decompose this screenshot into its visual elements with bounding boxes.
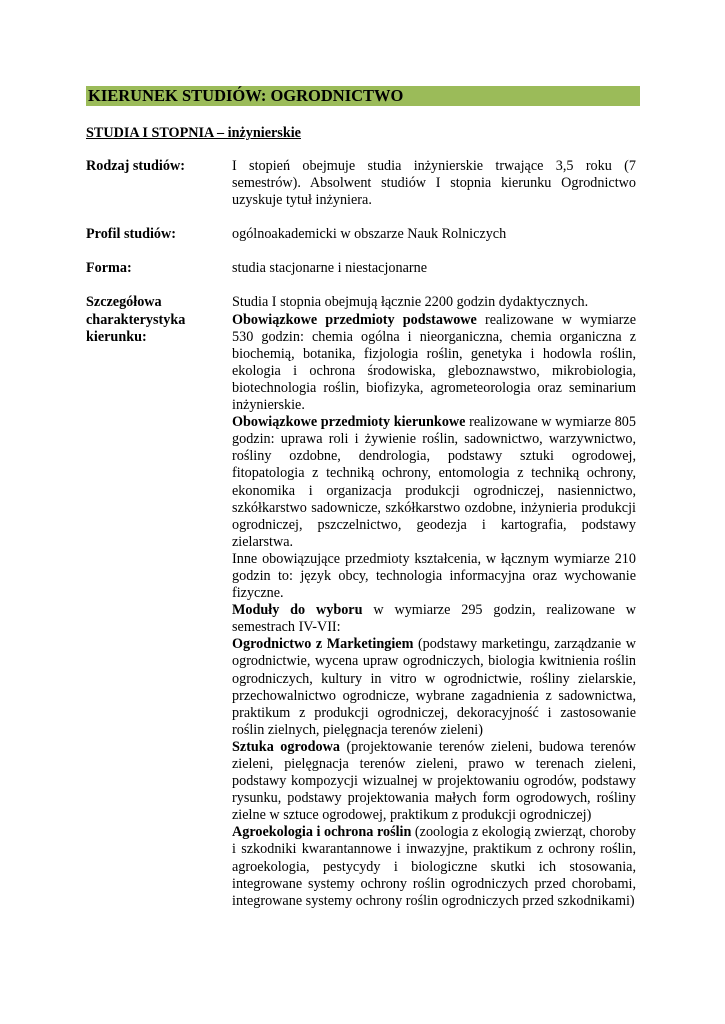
basic-subjects-paragraph bbox=[232, 312, 636, 415]
module-garden-art-heading: Sztuka ogrodowa bbox=[232, 738, 340, 755]
other-subjects-paragraph: Inne obowiązujące przedmioty kształcenia, w łącznym wymiarze 210 godzin to: język obcy, technologia informacyjna oraz wychowanie fizyczne. bbox=[232, 550, 636, 602]
study-type-value: I stopień obejmuje studia inżynierskie trwające 3,5 roku (7 semestrów). Absolwent studiów I stopnia kierunku Ogrodnictwo uzyskuje tytuł inżyniera. bbox=[232, 158, 636, 209]
study-form-value: studia stacjonarne i niestacjonarne bbox=[232, 260, 428, 277]
module-agroecology-heading: Agroekologia i ochrona roślin bbox=[232, 824, 412, 841]
module-agroecology-text: (zoologia z ekologią zwierząt, choroby i szkodniki kwarantannowe i inwazyjne, praktikum z ochrony roślin, agroekologia, pestycydy i biologiczne skutki ich stosowania, integrowane systemy ochrony roślin ogrodniczych przed chorobami, integrowane systemy ochrony roślin ogrodniczych przed szkodnikami) bbox=[232, 824, 636, 909]
basic-subjects-text: realizowane w wymiarze 530 godzin: chemia ogólna i nieorganiczna, chemia organiczna z biochemią, botanika, fizjologia roślin, genetyka i hodowla roślin, ekologia i ochrona środowiska, gleboznawstwo, mikrobiologia, biotechnologia roślin, biofizyka, agrometeorologia oraz seminarium inżynierskie. bbox=[232, 311, 636, 414]
major-subjects-text: realizowane w wymiarze 805 godzin: uprawa roli i żywienie roślin, sadownictwo, warzywnictwo, rośliny ozdobne, dendrologia, podstawy sztuki ogrodowej, fitopatologia z techniką ochrony, entomologia z techniką ochrony, ekonomika i organizacja produkcji ogrodniczej, nasiennictwo, szkółkarstwo sadownicze, szkółkarstwo ozdobne, inżynieria produkcji ogrodniczej, pszczelnictwo, geodezja i kartografia, podstawy zielarstwa. bbox=[232, 414, 636, 550]
elective-modules-text: w wymiarze 295 godzin, realizowane w semestrach IV-VII: bbox=[232, 602, 636, 636]
module-marketing-heading: Ogrodnictwo z Marketingiem bbox=[232, 636, 414, 653]
module-agroecology-paragraph bbox=[232, 824, 636, 909]
program-intro: Studia I stopnia obejmują łącznie 2200 godzin dydaktycznych. bbox=[232, 294, 589, 311]
elective-modules-heading: Moduły do wyboru bbox=[232, 602, 363, 619]
elective-modules-paragraph bbox=[232, 602, 636, 636]
section-subtitle: STUDIA I STOPNIA – inżynierskie bbox=[86, 125, 301, 141]
program-details-label: Szczegółowa charakterystyka kierunku: bbox=[86, 294, 186, 345]
program-details-value bbox=[232, 294, 636, 909]
page-title-banner: KIERUNEK STUDIÓW: OGRODNICTWO bbox=[86, 86, 640, 106]
major-subjects-paragraph bbox=[232, 414, 636, 551]
study-form-row bbox=[86, 260, 640, 277]
module-garden-art-text: (projektowanie terenów zieleni, budowa terenów zieleni, pielęgnacja terenów zieleni, prawo w terenach zieleni, podstawy kompozycji wizualnej w projektowaniu ogrodów, podstawy rysunku, podstawy projektowania małych form ogrodowych, rośliny zielne w sztuce ogrodowej, praktikum z produkcji ogrodniczej) bbox=[232, 738, 636, 824]
study-profile-label: Profil studiów: bbox=[86, 226, 176, 243]
module-garden-art-paragraph bbox=[232, 739, 636, 824]
program-details-row bbox=[86, 294, 640, 909]
study-type-row bbox=[86, 158, 640, 209]
module-marketing-paragraph bbox=[232, 636, 636, 739]
study-type-label: Rodzaj studiów: bbox=[86, 158, 185, 174]
module-marketing-text: (podstawy marketingu, zarządzanie w ogrodnictwie, wycena upraw ogrodniczych, biologia kwitnienia roślin ogrodniczych, kultury in vitro w ogrodnictwie, rośliny zielarskie, przechowalnictwo ogrodnicze, wybrane zagadnienia z sadownictwa, praktikum z produkcji ogrodniczej, dekoracyjność i zastosowanie roślin zielnych, pielęgnacja terenów zieleni) bbox=[232, 636, 636, 738]
document-page bbox=[86, 86, 640, 910]
study-profile-value: ogólnoakademicki w obszarze Nauk Rolniczych bbox=[232, 226, 507, 243]
study-form-label: Forma: bbox=[86, 260, 132, 277]
study-profile-row bbox=[86, 226, 640, 243]
major-subjects-heading: Obowiązkowe przedmioty kierunkowe bbox=[232, 414, 466, 431]
basic-subjects-heading: Obowiązkowe przedmioty podstawowe bbox=[232, 311, 477, 328]
